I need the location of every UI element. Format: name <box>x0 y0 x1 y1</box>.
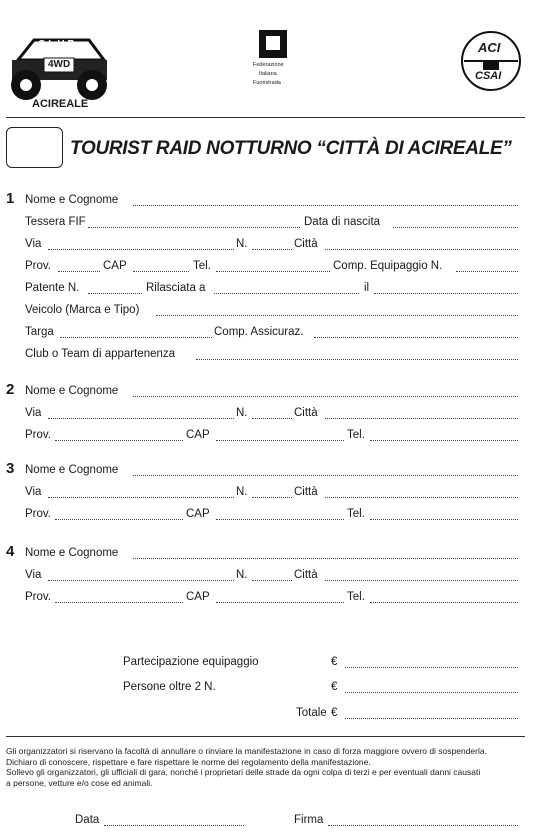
crew3-cap-field[interactable] <box>216 509 344 520</box>
crew4-n-field[interactable] <box>252 570 292 581</box>
aci-text: ACI <box>478 40 501 55</box>
crew3-nome-field[interactable] <box>133 465 518 476</box>
crew1-n-field[interactable] <box>252 239 292 250</box>
crew1-club-field[interactable] <box>196 349 518 360</box>
crew1-nome-label: Nome e Cognome <box>25 194 119 206</box>
aci-csai-logo <box>460 30 522 92</box>
crew1-il-label: il <box>364 282 370 294</box>
fif-line1: Federazione <box>253 62 284 68</box>
number-box[interactable] <box>6 127 63 168</box>
crew1-tessera-field[interactable] <box>88 217 300 228</box>
disclaimer-line2: Dichiaro di conoscere, rispettare e fare rispettare le norme del regolamento della manifestazione. <box>6 756 371 767</box>
crew1-n-label: N. <box>236 238 248 250</box>
crew3-tel-label: Tel. <box>347 508 365 520</box>
club-logo-sub: 4WD <box>48 59 71 70</box>
crew1-number: 1 <box>6 190 15 207</box>
crew1-prov-label: Prov. <box>25 260 51 272</box>
crew1-cap-label: CAP <box>103 260 127 272</box>
crew2-tel-field[interactable] <box>370 430 518 441</box>
fif-logo <box>253 30 295 92</box>
crew4-nome-label: Nome e Cognome <box>25 547 119 559</box>
fif-line2: Italiana <box>259 71 277 77</box>
crew2-nome-label: Nome e Cognome <box>25 385 119 397</box>
crew1-rilasciata-field[interactable] <box>214 283 359 294</box>
fees-divider <box>6 736 525 737</box>
crew2-via-label: Via <box>25 407 42 419</box>
crew1-via-field[interactable] <box>48 239 234 250</box>
crew4-number: 4 <box>6 543 15 560</box>
crew3-number: 3 <box>6 460 15 477</box>
club-4wd-logo <box>4 30 114 112</box>
crew1-citta-field[interactable] <box>325 239 518 250</box>
crew1-tessera-label: Tessera FIF <box>25 216 86 228</box>
header-divider <box>6 117 525 118</box>
crew3-cap-label: CAP <box>186 508 210 520</box>
fee-partecipazione-currency: € <box>331 656 338 668</box>
crew1-tel-field[interactable] <box>216 261 330 272</box>
crew4-tel-label: Tel. <box>347 591 365 603</box>
crew4-via-label: Via <box>25 569 42 581</box>
fee-totale-label: Totale <box>296 707 327 719</box>
fee-persone-field[interactable] <box>345 682 518 693</box>
firma-label: Firma <box>294 814 324 826</box>
disclaimer-line4: a persone, vetture e/o cose ed animali. <box>6 777 153 788</box>
crew2-tel-label: Tel. <box>347 429 365 441</box>
fee-partecipazione-label: Partecipazione equipaggio <box>123 656 259 668</box>
crew4-n-label: N. <box>236 569 248 581</box>
form-title: TOURIST RAID NOTTURNO “CITTÀ DI ACIREALE” <box>70 138 512 159</box>
crew1-patente-field[interactable] <box>88 283 142 294</box>
crew1-club-label: Club o Team di appartenenza <box>25 348 176 360</box>
crew1-rilasciata-label: Rilasciata a <box>146 282 206 294</box>
crew4-citta-label: Città <box>294 569 318 581</box>
crew1-cap-field[interactable] <box>133 261 189 272</box>
crew4-prov-field[interactable] <box>55 592 183 603</box>
crew2-citta-field[interactable] <box>325 408 518 419</box>
crew3-citta-label: Città <box>294 486 318 498</box>
crew4-via-field[interactable] <box>48 570 234 581</box>
fee-totale-currency: € <box>331 707 338 719</box>
crew3-prov-field[interactable] <box>55 509 183 520</box>
data-field[interactable] <box>104 815 244 826</box>
fee-persone-label: Persone oltre 2 N. <box>123 681 216 693</box>
crew4-citta-field[interactable] <box>325 570 518 581</box>
crew1-data-nascita-field[interactable] <box>393 217 518 228</box>
club-logo-text: CLUB <box>38 39 78 50</box>
crew3-tel-field[interactable] <box>370 509 518 520</box>
crew3-prov-label: Prov. <box>25 508 51 520</box>
crew1-citta-label: Città <box>294 238 318 250</box>
crew1-comp-assic-label: Comp. Assicuraz. <box>214 326 304 338</box>
disclaimer-line1: Gli organizzatori si riservano la facoltà di annullare o rinviare la manifestazione in caso di forza maggiore ovvero di sospenderla. <box>6 746 487 756</box>
crew3-via-label: Via <box>25 486 42 498</box>
crew1-targa-label: Targa <box>25 326 54 338</box>
crew1-nome-field[interactable] <box>133 195 518 206</box>
fif-emblem-inner <box>266 36 280 50</box>
crew2-n-label: N. <box>236 407 248 419</box>
crew1-veicolo-label: Veicolo (Marca e Tipo) <box>25 304 140 316</box>
crew1-data-nascita-label: Data di nascita <box>304 216 381 228</box>
crew1-targa-field[interactable] <box>60 327 212 338</box>
crew1-patente-label: Patente N. <box>25 282 80 294</box>
crew1-comp-equip-label: Comp. Equipaggio N. <box>333 260 443 272</box>
crew3-via-field[interactable] <box>48 487 234 498</box>
crew1-veicolo-field[interactable] <box>156 305 518 316</box>
disclaimer-text <box>6 746 526 788</box>
crew4-cap-label: CAP <box>186 591 210 603</box>
csai-text: CSAI <box>475 70 502 82</box>
fif-line3: Fuoristrada <box>253 80 281 86</box>
crew2-cap-label: CAP <box>186 429 210 441</box>
crew2-prov-label: Prov. <box>25 429 51 441</box>
crew3-nome-label: Nome e Cognome <box>25 464 119 476</box>
club-name: ACIREALE <box>32 98 89 110</box>
data-label: Data <box>75 814 100 826</box>
fee-totale-field[interactable] <box>345 708 518 719</box>
crew1-il-field[interactable] <box>374 283 518 294</box>
crew2-cap-field[interactable] <box>216 430 344 441</box>
crew1-prov-field[interactable] <box>58 261 100 272</box>
fee-persone-currency: € <box>331 681 338 693</box>
crew3-citta-field[interactable] <box>325 487 518 498</box>
crew4-tel-field[interactable] <box>370 592 518 603</box>
crew2-n-field[interactable] <box>252 408 292 419</box>
crew3-n-field[interactable] <box>252 487 292 498</box>
crew2-nome-field[interactable] <box>133 386 518 397</box>
crew4-cap-field[interactable] <box>216 592 344 603</box>
crew1-comp-equip-field[interactable] <box>456 261 518 272</box>
crew2-prov-field[interactable] <box>55 430 183 441</box>
crew4-prov-label: Prov. <box>25 591 51 603</box>
firma-field[interactable] <box>328 815 518 826</box>
crew2-citta-label: Città <box>294 407 318 419</box>
disclaimer-line3: Sollevo gli organizzatori, gli ufficiali di gara, nonché i proprietari delle strade da ogni colpa di terzi e per eventuali danni causati <box>6 767 481 777</box>
crew3-n-label: N. <box>236 486 248 498</box>
crew2-number: 2 <box>6 381 15 398</box>
crew2-via-field[interactable] <box>48 408 234 419</box>
fee-partecipazione-field[interactable] <box>345 657 518 668</box>
crew1-tel-label: Tel. <box>193 260 211 272</box>
crew1-comp-assic-field[interactable] <box>314 327 518 338</box>
crew1-via-label: Via <box>25 238 42 250</box>
crew4-nome-field[interactable] <box>133 548 518 559</box>
